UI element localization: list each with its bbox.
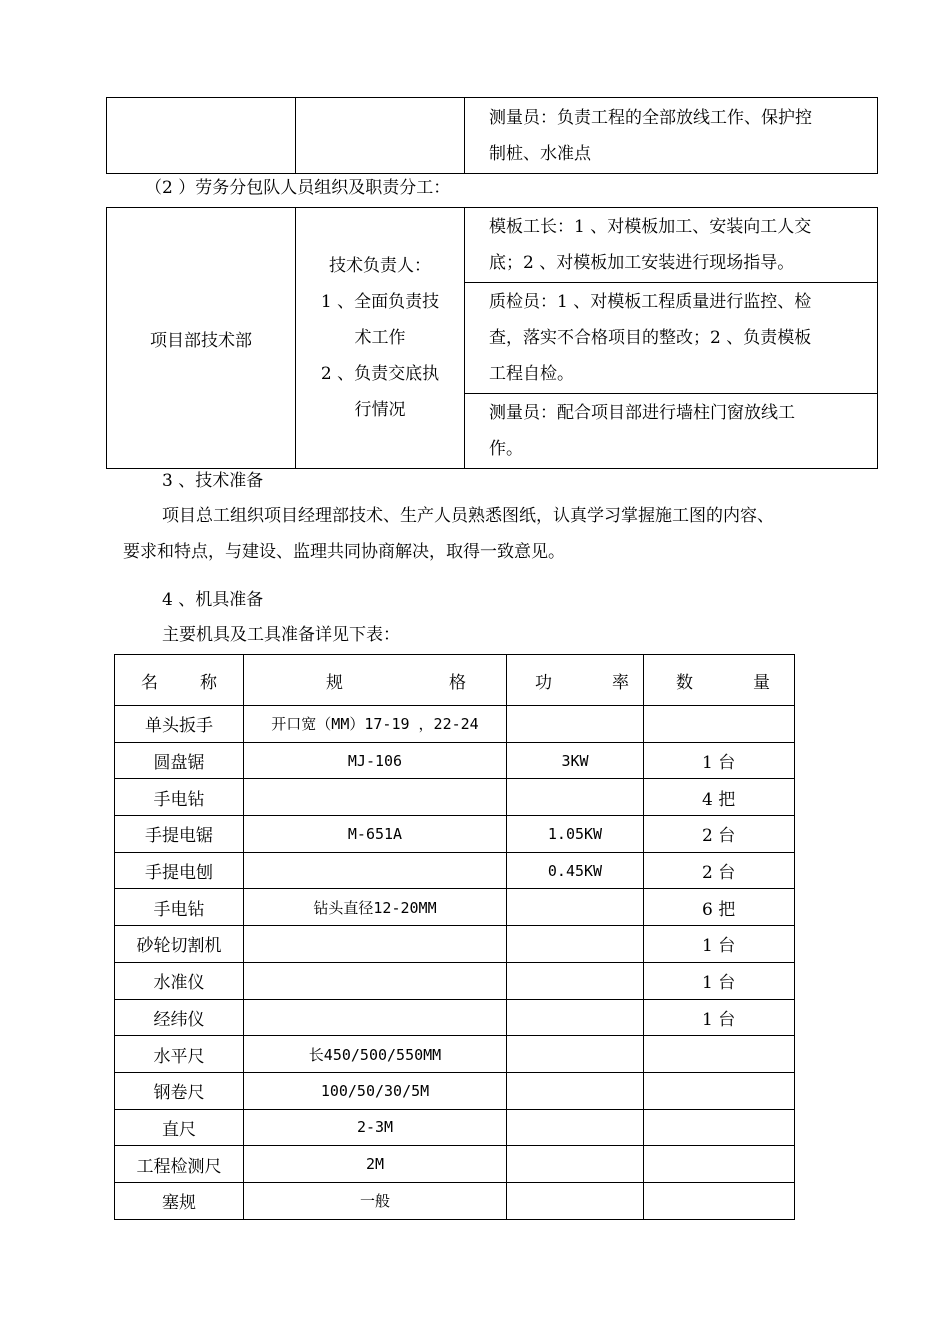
table-row [115, 1182, 795, 1219]
equipment-qty-cell [644, 1109, 795, 1146]
equipment-power-cell [507, 999, 644, 1036]
equipment-spec-cell: 100/50/30/5M [244, 1072, 507, 1109]
table1-cell-lead [296, 98, 465, 174]
duty-line: 质检员：1 、对模板工程质量进行监控、检 [489, 292, 812, 312]
duty-line: 工程自检。 [489, 364, 574, 384]
equipment-power-cell [507, 1072, 644, 1109]
table-row [115, 999, 795, 1036]
equipment-power-cell [507, 889, 644, 926]
duty-cell-foreman [465, 208, 878, 283]
section3-title: 3 、技术准备 [162, 471, 264, 491]
duty-line: 测量员：配合项目部进行墙柱门窗放线工 [489, 403, 795, 423]
equipment-spec-cell: 一般 [244, 1182, 507, 1219]
table-row [115, 1109, 795, 1146]
dept-cell [107, 208, 296, 469]
lead-line: 1 、全面负责技 [320, 292, 440, 312]
duty-line: 作。 [489, 439, 523, 459]
table-row [115, 1072, 795, 1109]
table-row [115, 889, 795, 926]
duty-line: 制桩、水准点 [489, 143, 591, 164]
equipment-power-cell [507, 779, 644, 816]
header-char: 功 [535, 672, 552, 693]
equipment-qty-cell: 1 台 [644, 962, 795, 999]
equipment-name-cell: 塞规 [115, 1182, 244, 1219]
equipment-name-cell: 工程检测尺 [115, 1146, 244, 1183]
equipment-spec-cell: 长450/500/550MM [244, 1036, 507, 1073]
equipment-qty-cell [644, 1146, 795, 1183]
labor-org-table [106, 207, 878, 469]
table-row [115, 742, 795, 779]
equipment-power-cell [507, 1146, 644, 1183]
equipment-power-cell [507, 1109, 644, 1146]
equipment-spec-cell: M-651A [244, 816, 507, 853]
header-name [115, 655, 244, 706]
equipment-qty-cell: 2 台 [644, 852, 795, 889]
equipment-power-cell [507, 962, 644, 999]
duty-line: 模板工长：1 、对模板加工、安装向工人交 [489, 217, 812, 237]
equipment-name-cell: 砂轮切割机 [115, 926, 244, 963]
dept-name: 项目部技术部 [150, 330, 252, 351]
staff-table-continued [106, 97, 878, 174]
equipment-qty-cell [644, 1036, 795, 1073]
table-row [115, 852, 795, 889]
equipment-power-cell: 3KW [507, 742, 644, 779]
header-power [507, 655, 644, 706]
equipment-power-cell [507, 1036, 644, 1073]
equipment-name-cell: 单头扳手 [115, 706, 244, 743]
equipment-qty-cell: 1 台 [644, 926, 795, 963]
section4-intro: 主要机具及工具准备详见下表： [162, 625, 400, 645]
table-row [115, 1146, 795, 1183]
duty-line: 底；2 、对模板加工安装进行现场指导。 [489, 253, 795, 273]
table-row [115, 779, 795, 816]
equipment-spec-cell [244, 926, 507, 963]
equipment-power-cell [507, 706, 644, 743]
header-spec [244, 655, 507, 706]
equipment-name-cell: 手提电锯 [115, 816, 244, 853]
equipment-name-cell: 经纬仪 [115, 999, 244, 1036]
table-row [115, 962, 795, 999]
equipment-name-cell: 钢卷尺 [115, 1072, 244, 1109]
equipment-power-cell: 1.05KW [507, 816, 644, 853]
header-char: 格 [449, 672, 466, 693]
equipment-qty-cell: 4 把 [644, 779, 795, 816]
table1-cell-dept [107, 98, 296, 174]
equipment-power-cell [507, 1182, 644, 1219]
equipment-name-cell: 圆盘锯 [115, 742, 244, 779]
header-char: 量 [753, 672, 770, 693]
equipment-header-row [115, 655, 795, 706]
equipment-qty-cell: 1 台 [644, 999, 795, 1036]
equipment-spec-cell: 钻头直径12-20MM [244, 889, 507, 926]
equipment-spec-cell [244, 852, 507, 889]
equipment-qty-cell: 6 把 [644, 889, 795, 926]
section3-para-line: 要求和特点，与建设、监理共同协商解决，取得一致意见。 [123, 542, 565, 562]
header-char: 规 [326, 672, 343, 693]
duty-line: 查，落实不合格项目的整改；2 、负责模板 [489, 328, 812, 348]
equipment-name-cell: 手电钻 [115, 779, 244, 816]
equipment-name-cell: 水平尺 [115, 1036, 244, 1073]
duty-line: 测量员：负责工程的全部放线工作、保护控 [489, 107, 812, 128]
header-char: 名 [141, 672, 158, 693]
equipment-spec-cell [244, 999, 507, 1036]
equipment-power-cell [507, 926, 644, 963]
equipment-spec-cell: 2-3M [244, 1109, 507, 1146]
lead-line: 2 、负责交底执 [320, 364, 440, 384]
header-char: 称 [200, 672, 217, 693]
equipment-power-cell: 0.45KW [507, 852, 644, 889]
section3-para-line: 项目总工组织项目经理部技术、生产人员熟悉图纸，认真学习掌握施工图的内容、 [162, 506, 774, 526]
equipment-spec-cell [244, 962, 507, 999]
equipment-name-cell: 手提电刨 [115, 852, 244, 889]
equipment-spec-cell: 2M [244, 1146, 507, 1183]
labor-heading: （2 ）劳务分包队人员组织及职责分工： [145, 178, 451, 198]
lead-cell [296, 208, 465, 469]
table-row [115, 706, 795, 743]
equipment-name-cell: 手电钻 [115, 889, 244, 926]
table-row [115, 816, 795, 853]
duty-cell-inspector [465, 283, 878, 394]
equipment-spec-cell: 开口宽（MM）17-19 ，22-24 [244, 706, 507, 743]
equipment-qty-cell [644, 1072, 795, 1109]
equipment-qty-cell [644, 706, 795, 743]
header-qty [644, 655, 795, 706]
equipment-table [114, 654, 795, 1220]
equipment-spec-cell: MJ-106 [244, 742, 507, 779]
header-char: 率 [612, 672, 629, 693]
table1-cell-duty [465, 98, 878, 174]
lead-line: 术工作 [354, 328, 406, 348]
lead-line: 行情况 [354, 400, 406, 420]
table-row [115, 1036, 795, 1073]
equipment-spec-cell [244, 779, 507, 816]
section4-title: 4 、机具准备 [162, 590, 264, 610]
duty-cell-surveyor [465, 394, 878, 469]
equipment-qty-cell [644, 1182, 795, 1219]
lead-line: 技术负责人： [329, 256, 431, 276]
equipment-qty-cell: 1 台 [644, 742, 795, 779]
equipment-qty-cell: 2 台 [644, 816, 795, 853]
header-char: 数 [676, 672, 693, 693]
table-row [115, 926, 795, 963]
equipment-name-cell: 水准仪 [115, 962, 244, 999]
equipment-name-cell: 直尺 [115, 1109, 244, 1146]
